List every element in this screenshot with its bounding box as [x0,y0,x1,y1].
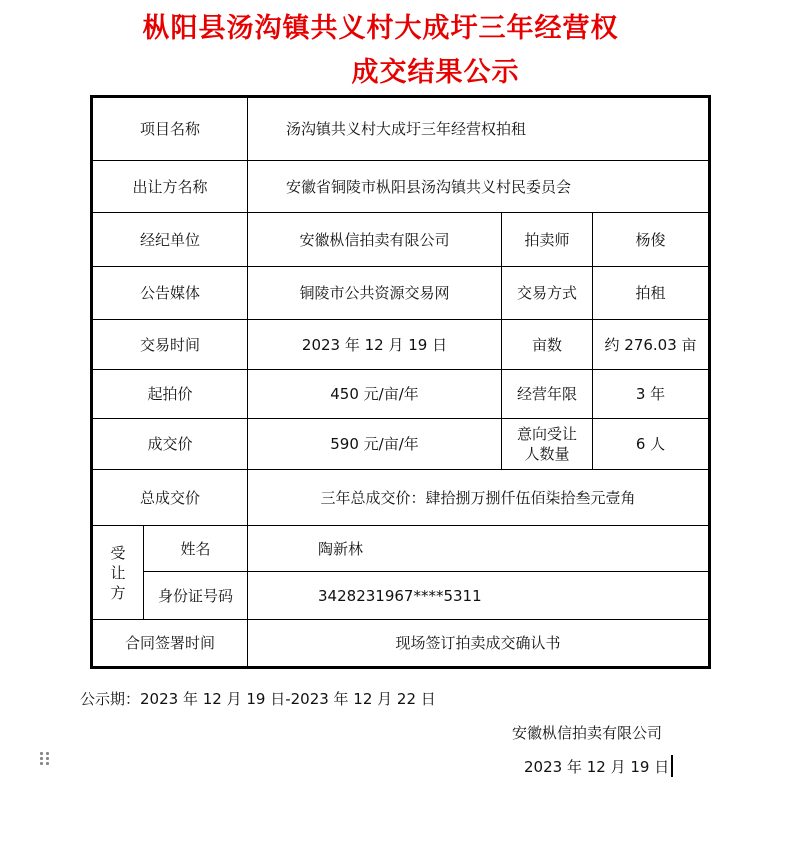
start-price-label: 起拍价 [92,370,248,419]
time-value: 2023 年 12 月 19 日 [248,320,502,370]
notice-period: 公示期：2023 年 12 月 19 日-2023 年 12 月 22 日 [80,690,436,708]
auctioneer-label: 拍卖师 [502,213,593,267]
project-label: 项目名称 [92,97,248,161]
time-label: 交易时间 [92,320,248,370]
bidders-label [502,419,593,470]
row-transferor [92,161,710,213]
id-label: 身份证号码 [144,572,248,620]
row-start-price [92,370,710,419]
id-value: 3428231967****5311 [248,572,710,620]
transferee-label [92,526,144,620]
row-media [92,267,710,320]
document-title-line1: 枞阳县汤沟镇共义村大成圩三年经营权 [142,13,619,44]
broker-value: 安徽枞信拍卖有限公司 [248,213,502,267]
name-label: 姓名 [144,526,248,572]
row-total [92,470,710,526]
total-value: 三年总成交价：肆拾捌万捌仟伍佰柒拾叁元壹角 [248,470,710,526]
issuer-company: 安徽枞信拍卖有限公司 [512,724,663,742]
deal-price-label: 成交价 [92,419,248,470]
transferee-char: 方 [110,583,126,602]
row-broker [92,213,710,267]
total-label: 总成交价 [92,470,248,526]
name-value: 陶新林 [248,526,710,572]
auctioneer-value: 杨俊 [593,213,710,267]
text-cursor [671,755,673,777]
transferor-label: 出让方名称 [92,161,248,213]
drag-handle-icon[interactable] [40,752,50,768]
row-transferee-name [92,526,710,572]
bidders-label-line1: 意向受让 [517,425,578,443]
term-value: 3 年 [593,370,710,419]
document-title-line2: 成交结果公示 [351,57,520,88]
media-value: 铜陵市公共资源交易网 [248,267,502,320]
project-value: 汤沟镇共义村大成圩三年经营权拍租 [248,97,710,161]
issue-date: 2023 年 12 月 19 日 [524,758,670,776]
bidders-label-line2: 人数量 [524,445,570,463]
method-label: 交易方式 [502,267,593,320]
bidders-value: 6 人 [593,419,710,470]
area-value: 约 276.03 亩 [593,320,710,370]
transferee-char: 让 [110,563,126,582]
transferee-char: 受 [110,543,126,562]
result-table [90,95,711,669]
issue-date-line[interactable] [524,755,673,777]
row-time [92,320,710,370]
area-label: 亩数 [502,320,593,370]
transferor-value: 安徽省铜陵市枞阳县汤沟镇共义村民委员会 [248,161,710,213]
deal-price-value: 590 元/亩/年 [248,419,502,470]
contract-value: 现场签订拍卖成交确认书 [248,620,710,668]
start-price-value: 450 元/亩/年 [248,370,502,419]
term-label: 经营年限 [502,370,593,419]
broker-label: 经纪单位 [92,213,248,267]
row-contract [92,620,710,668]
row-deal-price [92,419,710,470]
contract-label: 合同签署时间 [92,620,248,668]
row-project [92,97,710,161]
row-transferee-id [92,572,710,620]
method-value: 拍租 [593,267,710,320]
media-label: 公告媒体 [92,267,248,320]
